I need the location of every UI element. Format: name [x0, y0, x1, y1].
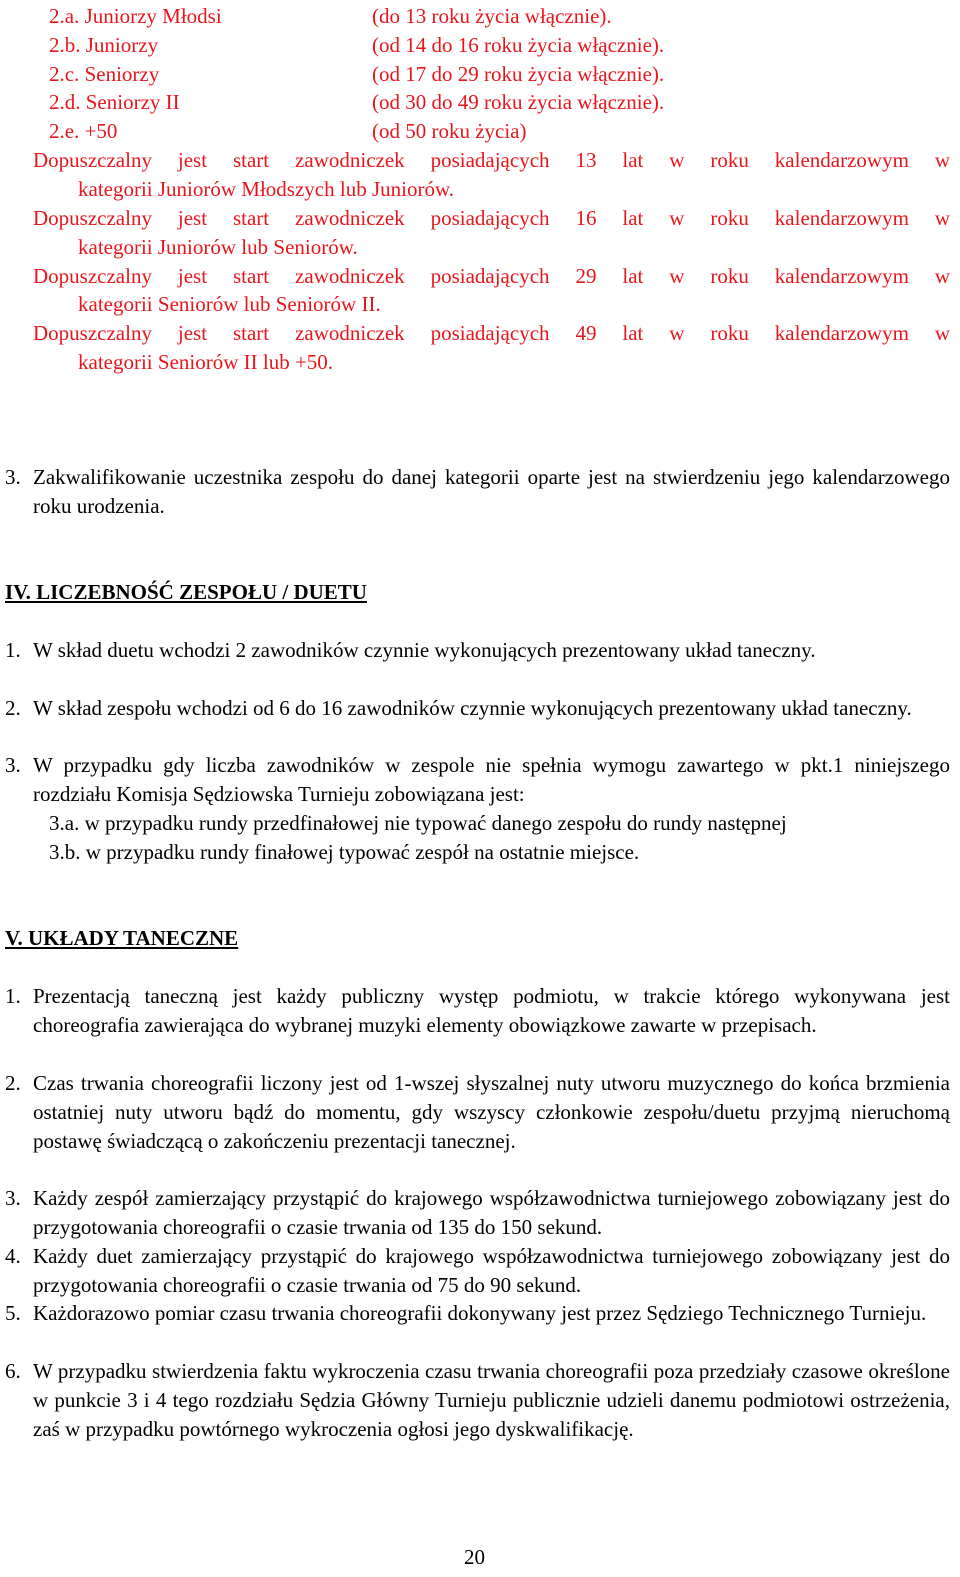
age-category-range: (od 30 do 49 roku życia włącznie).: [372, 90, 665, 114]
list-item: Każdorazowo pomiar czasu trwania choreografii dokonywany jest przez Sędziego Technicznego Turnieju.: [33, 1301, 927, 1325]
age-category-range: (od 17 do 29 roku życia włącznie).: [372, 62, 665, 86]
list-number: 4.: [5, 1244, 21, 1268]
age-category-label: 2.c. Seniorzy: [49, 62, 160, 86]
allowance-line: Dopuszczalny jest start zawodniczek posiadających 49 lat w roku kalendarzowym w: [33, 321, 950, 345]
allowance-line: kategorii Juniorów Młodszych lub Juniorów.: [78, 177, 455, 201]
list-item: W przypadku gdy liczba zawodników w zespole nie spełnia wymogu zawartego w pkt.1 niniejszego rozdziału Komisja Sędziowska Turnieju zobowiązana jest:: [33, 753, 950, 806]
list-item: W skład zespołu wchodzi od 6 do 16 zawodników czynnie wykonujących prezentowany układ taneczny.: [33, 696, 912, 720]
list-number: 6.: [5, 1359, 21, 1383]
list-item: W skład duetu wchodzi 2 zawodników czynnie wykonujących prezentowany układ taneczny.: [33, 638, 816, 662]
list-number: 1.: [5, 638, 21, 662]
list-item: Czas trwania choreografii liczony jest od 1-wszej słyszalnej nuty utworu muzycznego do końca brzmienia ostatniej nuty utworu bądź do momentu, gdy wszyscy członkowie zespołu/duetu przyjmą nieruchomą postawę świadczącą o zakończeniu prezentacji tanecznej.: [33, 1071, 950, 1153]
list-item: W przypadku stwierdzenia faktu wykroczenia czasu trwania choreografii poza przedziały czasowe określone w punkcie 3 i 4 tego rozdziału Sędzia Główny Turnieju publicznie udzieli danemu podmiotowi ostrzeżenia, zaś w przypadku powtórnego wykroczenia ogłosi jego dyskwalifikację.: [33, 1359, 950, 1441]
age-category-range: (od 50 roku życia): [372, 119, 527, 143]
page-number: 20: [464, 1545, 485, 1569]
list-number: 3.: [5, 465, 21, 489]
list-number: 1.: [5, 984, 21, 1008]
allowance-line: Dopuszczalny jest start zawodniczek posiadających 29 lat w roku kalendarzowym w: [33, 264, 950, 288]
allowance-line: kategorii Juniorów lub Seniorów.: [78, 235, 358, 259]
list-item: Każdy zespół zamierzający przystąpić do krajowego współzawodnictwa turniejowego zobowiązany jest do przygotowania choreografii o czasie trwania od 135 do 150 sekund.: [33, 1186, 950, 1239]
list-number: 3.: [5, 1186, 21, 1210]
age-category-label: 2.a. Juniorzy Młodsi: [49, 4, 222, 28]
allowance-line: Dopuszczalny jest start zawodniczek posiadających 16 lat w roku kalendarzowym w: [33, 206, 950, 230]
age-category-range: (do 13 roku życia włącznie).: [372, 4, 612, 28]
allowance-line: kategorii Seniorów II lub +50.: [78, 350, 334, 374]
allowance-line: Dopuszczalny jest start zawodniczek posiadających 13 lat w roku kalendarzowym w: [33, 148, 950, 172]
list-number: 5.: [5, 1301, 21, 1325]
list-item: Każdy duet zamierzający przystąpić do krajowego współzawodnictwa turniejowego zobowiązany jest do przygotowania choreografii o czasie trwania od 75 do 90 sekund.: [33, 1244, 950, 1297]
age-category-label: 2.e. +50: [49, 119, 118, 143]
paragraph: Zakwalifikowanie uczestnika zespołu do danej kategorii oparte jest na stwierdzeniu jego kalendarzowego roku urodzenia.: [33, 465, 950, 518]
age-category-label: 2.d. Seniorzy II: [49, 90, 180, 114]
list-number: 3.: [5, 753, 21, 777]
age-category-range: (od 14 do 16 roku życia włącznie).: [372, 33, 665, 57]
age-category-label: 2.b. Juniorzy: [49, 33, 159, 57]
section-heading: IV. LICZEBNOŚĆ ZESPOŁU / DUETU: [5, 580, 367, 604]
sub-list-item: 3.a. w przypadku rundy przedfinałowej nie typować danego zespołu do rundy następnej: [49, 811, 787, 835]
list-number: 2.: [5, 696, 21, 720]
sub-list-item: 3.b. w przypadku rundy finałowej typować zespół na ostatnie miejsce.: [49, 840, 640, 864]
allowance-line: kategorii Seniorów lub Seniorów II.: [78, 292, 381, 316]
section-heading: V. UKŁADY TANECZNE: [5, 926, 239, 950]
list-number: 2.: [5, 1071, 21, 1095]
list-item: Prezentacją taneczną jest każdy publiczny występ podmiotu, w trakcie którego wykonywana jest choreografia zawierająca do wybranej muzyki elementy obowiązkowe zawarte w przepisach.: [33, 984, 950, 1037]
